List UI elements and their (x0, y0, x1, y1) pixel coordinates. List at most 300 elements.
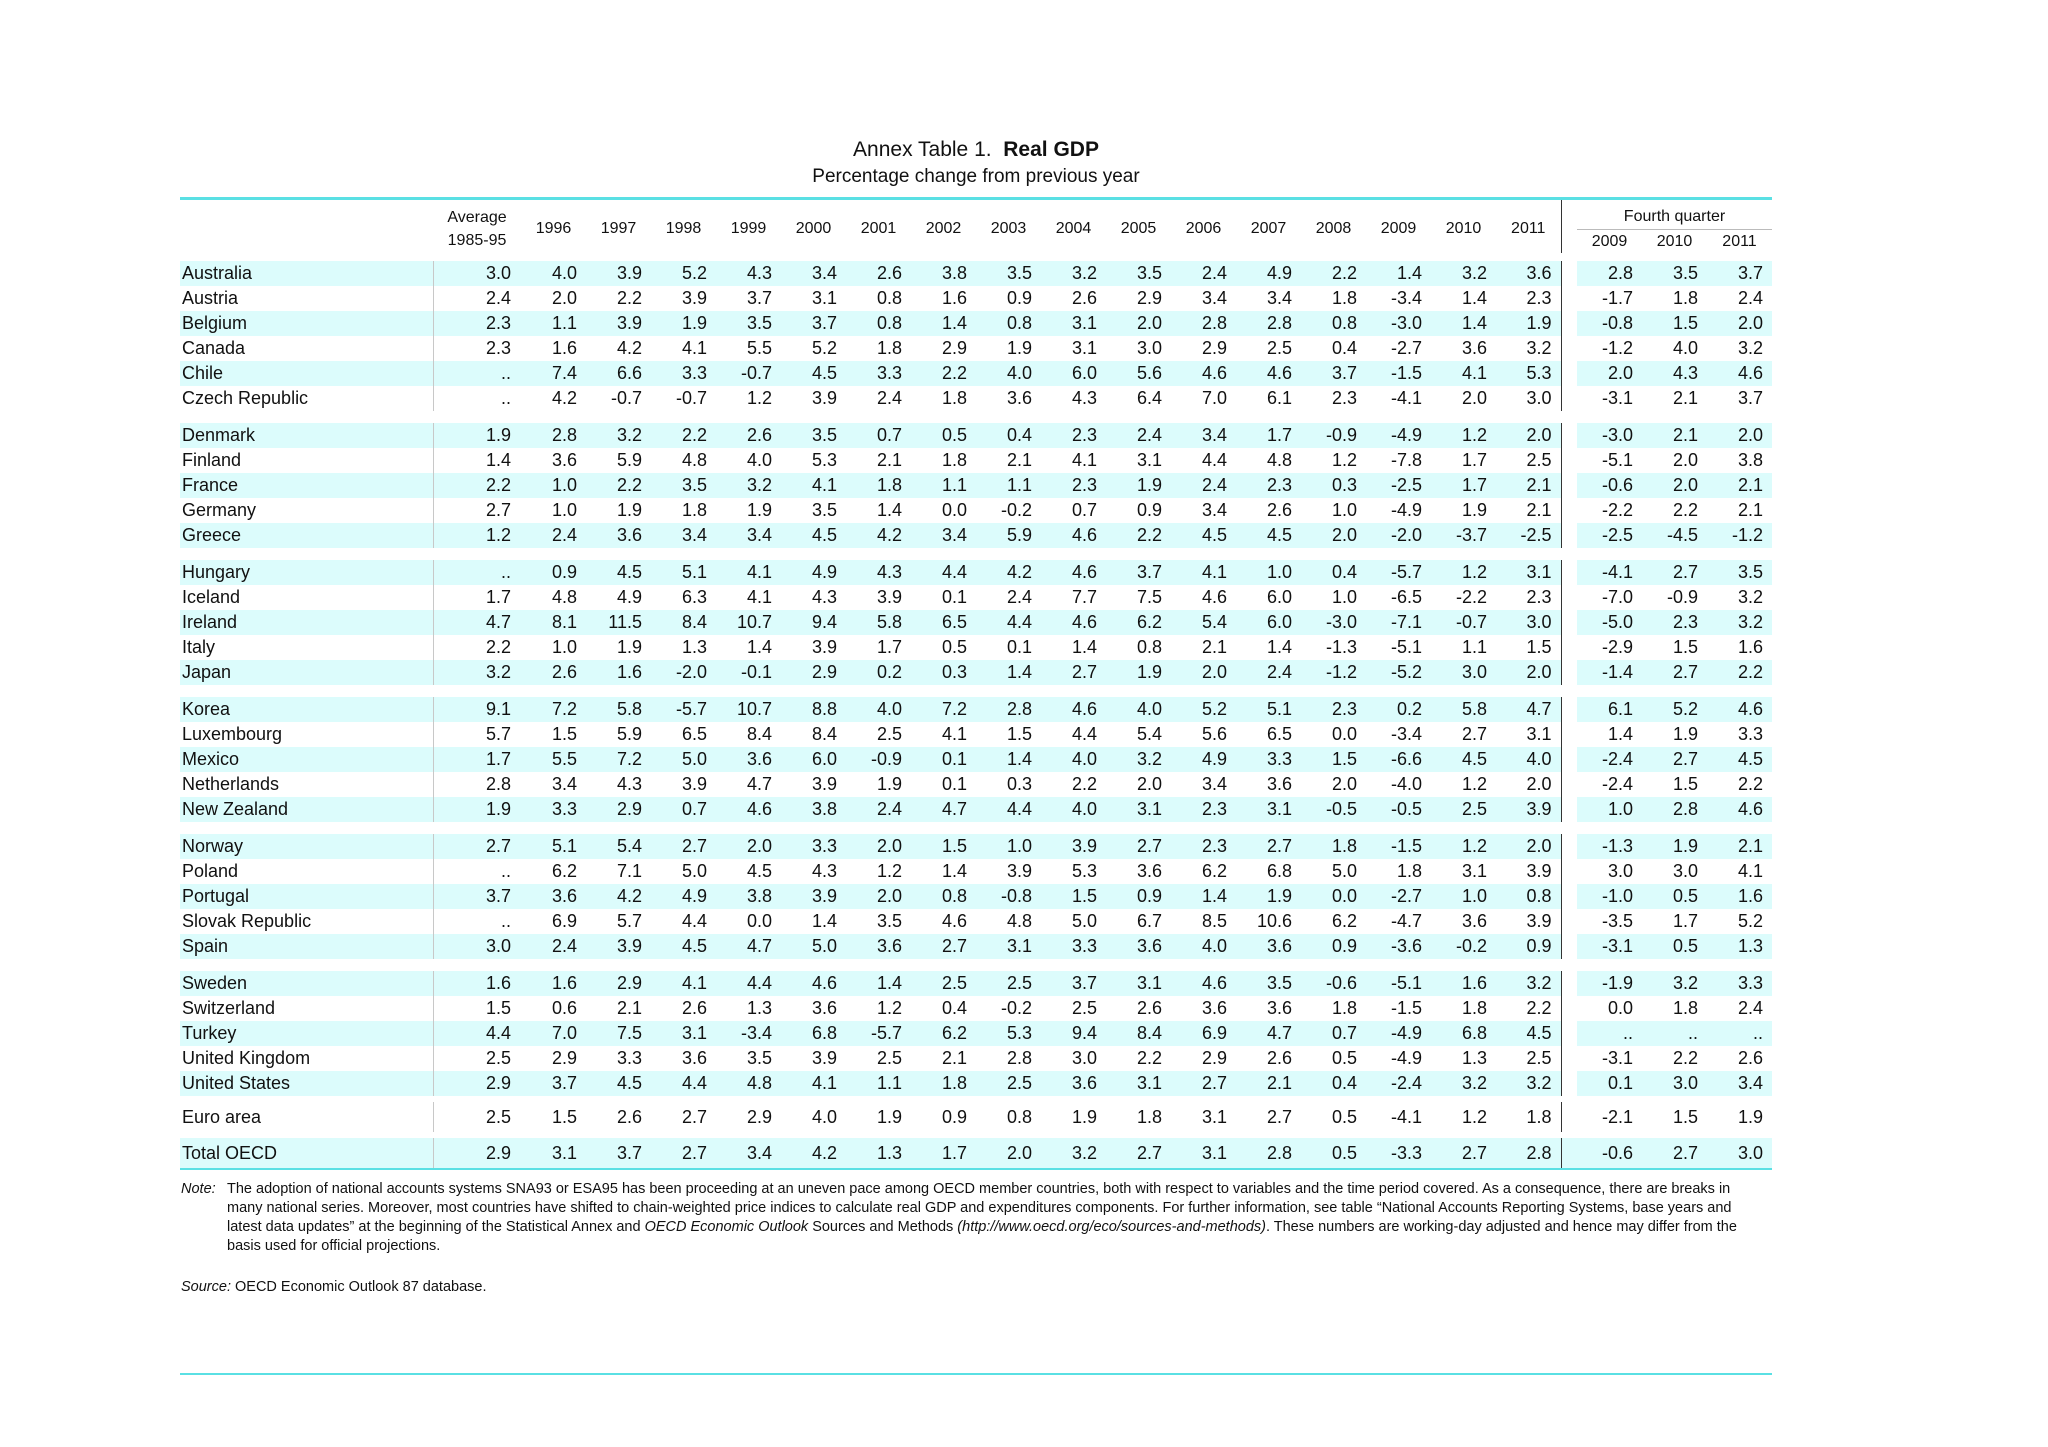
value-year: 3.4 (911, 523, 976, 554)
value-year: 10.6 (1256, 911, 1292, 931)
value-year: 2.5 (876, 1048, 902, 1068)
value-year: 3.7 (1041, 965, 1106, 996)
value-year: 2.0 (1136, 774, 1162, 794)
value-fourth-quarter: -3.1 (1577, 934, 1642, 965)
value-year: 3.1 (976, 934, 1041, 965)
value-year: 3.9 (811, 1048, 837, 1068)
table-row (180, 859, 1772, 884)
value-year: 1.8 (941, 388, 967, 408)
value-fourth-quarter: 4.6 (1707, 797, 1772, 828)
value-year: 4.9 (1236, 257, 1301, 286)
value-year: 2.1 (616, 998, 642, 1018)
value-year: 3.1 (1496, 554, 1561, 585)
value-year: 3.3 (1236, 747, 1301, 772)
value-year: 0.9 (1106, 884, 1171, 909)
value-year: -0.8 (976, 884, 1041, 909)
value-year: 1.4 (1431, 311, 1496, 336)
value-fourth-quarter: 2.2 (1737, 774, 1763, 794)
value-year: 1.8 (1461, 998, 1487, 1018)
value-average: 2.9 (433, 1135, 521, 1168)
value-year: 2.1 (1236, 1071, 1301, 1099)
value-year: 4.5 (781, 523, 846, 554)
value-year: 1.1 (846, 1071, 911, 1099)
value-year: 1.9 (1106, 660, 1171, 691)
value-fourth-quarter: .. (1577, 1021, 1642, 1046)
value-year: 2.1 (876, 450, 902, 470)
value-year: 2.2 (1071, 774, 1097, 794)
value-year: 1.4 (1171, 884, 1236, 909)
value-year: 2.5 (911, 965, 976, 996)
value-fourth-quarter: .. (1707, 1021, 1772, 1046)
value-year: 3.2 (1431, 1071, 1496, 1099)
value-year: -4.0 (1390, 774, 1422, 794)
value-year: 1.8 (1331, 288, 1357, 308)
value-year: 4.1 (651, 965, 716, 996)
header-quarter-year: 2011 (1707, 230, 1772, 258)
value-year: 4.6 (1041, 554, 1106, 585)
value-year: 3.6 (1236, 934, 1301, 965)
value-year: 3.1 (1236, 797, 1301, 828)
value-year: 3.9 (1496, 797, 1561, 828)
value-fourth-quarter: 3.3 (1707, 965, 1772, 996)
table-row (180, 523, 1772, 554)
value-year: 1.8 (876, 338, 902, 358)
value-year: 2.0 (846, 884, 911, 909)
value-fourth-quarter: 2.0 (1642, 473, 1707, 498)
value-year: 4.2 (551, 388, 577, 408)
column-separator (1561, 635, 1577, 660)
value-year: -3.4 (1390, 724, 1422, 744)
value-year: 5.0 (1331, 861, 1357, 881)
value-fourth-quarter: 2.1 (1707, 473, 1772, 498)
country-name: Switzerland (182, 998, 276, 1018)
note-text (227, 1180, 1761, 1256)
value-year: 4.3 (716, 257, 781, 286)
value-year: 2.4 (1236, 660, 1301, 691)
value-year: 1.0 (1331, 500, 1357, 520)
value-year: 0.4 (1301, 554, 1366, 585)
value-year: 4.2 (781, 1135, 846, 1168)
country-name: Austria (182, 288, 239, 308)
column-separator (1561, 909, 1577, 934)
value-year: 4.2 (846, 523, 911, 554)
value-year: 3.5 (746, 1048, 772, 1068)
column-separator (1561, 1135, 1577, 1168)
value-year: 2.2 (1526, 998, 1552, 1018)
value-year: 3.1 (1171, 1135, 1236, 1168)
value-year: 3.5 (976, 257, 1041, 286)
value-fourth-quarter: -1.4 (1577, 660, 1642, 691)
value-fourth-quarter: 2.8 (1642, 797, 1707, 828)
value-year: 1.2 (746, 388, 772, 408)
value-year: 4.5 (651, 934, 716, 965)
value-year: 5.3 (1071, 861, 1097, 881)
value-year: 3.0 (1071, 1048, 1097, 1068)
value-year: 4.1 (1431, 361, 1496, 386)
value-year: 2.0 (846, 828, 911, 859)
value-year: 1.1 (521, 311, 586, 336)
value-year: -4.9 (1366, 1021, 1431, 1046)
column-separator (1561, 1071, 1577, 1099)
value-fourth-quarter: -2.2 (1601, 500, 1633, 520)
value-year: -0.2 (1431, 934, 1496, 965)
value-fourth-quarter: 2.3 (1642, 610, 1707, 635)
value-year: -5.7 (846, 1021, 911, 1046)
value-year: 5.6 (1201, 724, 1227, 744)
value-year: 2.0 (1171, 660, 1236, 691)
value-year: 2.7 (1171, 1071, 1236, 1099)
value-year: 1.2 (876, 998, 902, 1018)
value-year: 1.9 (1106, 473, 1171, 498)
value-year: 4.3 (1071, 388, 1097, 408)
value-year: 2.0 (1496, 660, 1561, 691)
value-year: 5.9 (616, 724, 642, 744)
value-fourth-quarter: 3.2 (1707, 610, 1772, 635)
table-row (180, 660, 1772, 691)
note-label: Note: (181, 1181, 216, 1197)
value-average: 3.7 (433, 884, 521, 909)
value-year: 3.2 (586, 417, 651, 448)
value-year: 4.9 (616, 587, 642, 607)
value-year: 2.7 (911, 934, 976, 965)
value-fourth-quarter: 1.6 (1737, 637, 1763, 657)
value-year: 6.0 (781, 747, 846, 772)
value-year: -1.5 (1366, 828, 1431, 859)
value-year: 0.8 (1496, 884, 1561, 909)
note-text-part: . These numbers are working-day adjusted and hence may differ from the basis used for official projections. (227, 1219, 1737, 1254)
value-year: 3.0 (1496, 610, 1561, 635)
value-year: 7.5 (1136, 587, 1162, 607)
value-year: 1.0 (1431, 884, 1496, 909)
value-year: 0.5 (1331, 1048, 1357, 1068)
value-fourth-quarter: 3.4 (1707, 1071, 1772, 1099)
value-year: 6.8 (781, 1021, 846, 1046)
header-year: 2005 (1120, 220, 1157, 237)
value-fourth-quarter: 2.6 (1737, 1048, 1763, 1068)
value-year: 2.7 (1106, 828, 1171, 859)
country-name: Spain (180, 934, 433, 965)
value-year: 1.4 (911, 311, 976, 336)
value-year: 2.8 (976, 691, 1041, 722)
table-row (180, 473, 1772, 498)
value-year: -3.0 (1301, 610, 1366, 635)
value-year: 2.5 (1431, 797, 1496, 828)
value-average: .. (433, 554, 521, 585)
header-year: 1997 (600, 220, 637, 237)
value-year: 6.5 (911, 610, 976, 635)
value-year: -6.5 (1390, 587, 1422, 607)
value-year: 5.6 (1106, 361, 1171, 386)
value-year: 2.9 (716, 1099, 781, 1135)
value-year: 4.6 (1041, 691, 1106, 722)
value-year: -0.7 (610, 388, 642, 408)
value-year: 2.6 (1266, 1048, 1292, 1068)
value-year: 3.6 (811, 998, 837, 1018)
value-year: 2.9 (941, 338, 967, 358)
header-year: 2010 (1445, 220, 1482, 237)
value-year: 5.2 (811, 338, 837, 358)
value-year: 4.2 (616, 338, 642, 358)
value-year: 4.0 (1106, 691, 1171, 722)
table-row (180, 1099, 1772, 1135)
value-fourth-quarter: 5.2 (1642, 691, 1707, 722)
value-year: 1.3 (1461, 1048, 1487, 1068)
value-year: 1.6 (941, 288, 967, 308)
value-year: 5.0 (681, 861, 707, 881)
value-average: 1.9 (433, 797, 521, 828)
header-year: 2004 (1055, 220, 1092, 237)
value-year: 3.1 (1171, 1099, 1236, 1135)
value-year: -5.7 (651, 691, 716, 722)
value-average: 1.9 (433, 417, 521, 448)
value-year: 7.7 (1071, 587, 1097, 607)
country-name: Slovak Republic (182, 911, 312, 931)
value-year: 3.6 (1266, 998, 1292, 1018)
value-year: 4.1 (1071, 450, 1097, 470)
value-year: 3.8 (781, 797, 846, 828)
note-block (181, 1180, 1761, 1256)
value-year: -0.5 (1301, 797, 1366, 828)
value-year: 2.5 (1071, 998, 1097, 1018)
column-separator (1561, 336, 1577, 361)
value-year: 2.0 (1526, 774, 1552, 794)
value-year: 4.0 (1171, 934, 1236, 965)
source-label: Source: (181, 1279, 231, 1295)
value-average: 1.7 (433, 747, 521, 772)
table-row (180, 257, 1772, 286)
value-year: 1.9 (1461, 500, 1487, 520)
value-fourth-quarter: -1.2 (1707, 523, 1772, 554)
value-year: 2.0 (716, 828, 781, 859)
header-year: 2008 (1315, 220, 1352, 237)
value-year: 10.7 (716, 691, 781, 722)
value-year: 4.5 (1496, 1021, 1561, 1046)
value-year: 2.3 (1041, 473, 1106, 498)
value-fourth-quarter: 1.8 (1672, 998, 1698, 1018)
value-year: 3.3 (846, 361, 911, 386)
value-year: 4.7 (1496, 691, 1561, 722)
value-year: 1.9 (1236, 884, 1301, 909)
value-fourth-quarter: .. (1642, 1021, 1707, 1046)
value-fourth-quarter: 2.0 (1707, 417, 1772, 448)
value-year: 3.6 (1041, 1071, 1106, 1099)
value-year: -4.7 (1390, 911, 1422, 931)
value-year: -0.7 (716, 361, 781, 386)
value-average: 2.2 (433, 635, 521, 660)
value-year: 6.3 (681, 587, 707, 607)
value-average: 2.7 (433, 498, 521, 523)
value-year: 2.9 (551, 1048, 577, 1068)
value-year: 0.8 (911, 884, 976, 909)
value-fourth-quarter: 1.5 (1672, 774, 1698, 794)
value-year: 5.3 (1496, 361, 1561, 386)
value-year: 0.9 (1301, 934, 1366, 965)
value-year: 7.2 (586, 747, 651, 772)
value-year: 2.2 (586, 473, 651, 498)
header-year: 2003 (990, 220, 1027, 237)
value-year: 4.1 (681, 338, 707, 358)
value-average: 1.5 (433, 996, 521, 1021)
header-fourth-quarter: Fourth quarter (1577, 200, 1772, 230)
value-year: 2.1 (1006, 450, 1032, 470)
table-row (180, 996, 1772, 1021)
table-row (180, 828, 1772, 859)
value-year: 2.7 (1236, 1099, 1301, 1135)
value-year: 6.2 (911, 1021, 976, 1046)
value-average: 2.8 (433, 772, 521, 797)
value-year: 6.2 (1331, 911, 1357, 931)
value-fourth-quarter: -2.4 (1577, 747, 1642, 772)
value-year: 4.5 (1431, 747, 1496, 772)
value-year: 3.2 (1041, 1135, 1106, 1168)
value-year: 2.4 (1006, 587, 1032, 607)
value-year: 2.3 (1301, 691, 1366, 722)
value-year: 1.3 (846, 1135, 911, 1168)
table-row (180, 417, 1772, 448)
table-row (180, 1021, 1772, 1046)
value-fourth-quarter: 1.5 (1672, 637, 1698, 657)
header-year: 2000 (795, 220, 832, 237)
value-average: 9.1 (433, 691, 521, 722)
value-fourth-quarter: 3.2 (1737, 587, 1763, 607)
value-year: 6.9 (551, 911, 577, 931)
value-year: 2.8 (1236, 311, 1301, 336)
value-year: 1.7 (911, 1135, 976, 1168)
value-year: 5.3 (811, 450, 837, 470)
value-average: 2.3 (433, 311, 521, 336)
value-year: 3.9 (811, 388, 837, 408)
value-year: 4.6 (941, 911, 967, 931)
value-average: 5.7 (433, 722, 521, 747)
column-separator (1561, 473, 1577, 498)
country-name: Poland (182, 861, 239, 881)
value-year: 4.4 (976, 610, 1041, 635)
value-fourth-quarter: 2.7 (1642, 554, 1707, 585)
value-fourth-quarter: 3.7 (1707, 257, 1772, 286)
value-year: 8.1 (521, 610, 586, 635)
value-fourth-quarter: 3.0 (1607, 861, 1633, 881)
value-year: 1.3 (681, 637, 707, 657)
value-year: 2.4 (1106, 417, 1171, 448)
value-year: 4.4 (1071, 724, 1097, 744)
value-year: 3.2 (1041, 257, 1106, 286)
country-name: Germany (182, 500, 257, 520)
country-name: Mexico (180, 747, 433, 772)
value-average: 2.5 (433, 1099, 521, 1135)
value-year: 6.2 (1201, 861, 1227, 881)
value-year: 4.7 (911, 797, 976, 828)
value-year: 0.9 (1006, 288, 1032, 308)
country-name: Total OECD (180, 1135, 433, 1168)
table-row (180, 1046, 1772, 1071)
value-year: 1.9 (616, 500, 642, 520)
value-year: 0.8 (976, 311, 1041, 336)
value-average: 4.7 (433, 610, 521, 635)
header-average (433, 200, 521, 257)
value-fourth-quarter: 2.1 (1737, 500, 1763, 520)
value-fourth-quarter: 6.1 (1577, 691, 1642, 722)
bottom-rule (180, 1168, 1772, 1170)
value-year: 2.3 (1526, 288, 1552, 308)
column-separator (1561, 257, 1577, 286)
value-year: 4.6 (716, 797, 781, 828)
value-year: 2.6 (1266, 500, 1292, 520)
value-year: 2.5 (976, 1071, 1041, 1099)
value-year: -3.3 (1366, 1135, 1431, 1168)
header-year: 2007 (1250, 220, 1287, 237)
value-year: 2.8 (1236, 1135, 1301, 1168)
value-year: 2.7 (651, 828, 716, 859)
value-fourth-quarter: 2.1 (1672, 388, 1698, 408)
value-year: 4.4 (911, 554, 976, 585)
value-year: 2.8 (521, 417, 586, 448)
value-year: 4.3 (616, 774, 642, 794)
value-average: 1.2 (433, 523, 521, 554)
value-year: 4.0 (1041, 797, 1106, 828)
value-year: 3.9 (1041, 828, 1106, 859)
value-year: 3.7 (1301, 361, 1366, 386)
value-year: 1.4 (1071, 637, 1097, 657)
value-year: 4.6 (1171, 965, 1236, 996)
value-year: 1.6 (551, 338, 577, 358)
value-year: 2.7 (1041, 660, 1106, 691)
value-year: -2.4 (1366, 1071, 1431, 1099)
value-year: 3.6 (521, 884, 586, 909)
value-year: 1.2 (1431, 417, 1496, 448)
value-year: 5.0 (1071, 911, 1097, 931)
value-average: 4.4 (433, 1021, 521, 1046)
country-name: United Kingdom (182, 1048, 311, 1068)
value-year: 6.0 (1041, 361, 1106, 386)
value-year: 3.1 (1136, 450, 1162, 470)
value-year: 4.0 (1496, 747, 1561, 772)
value-year: -3.0 (1366, 311, 1431, 336)
value-year: 9.4 (781, 610, 846, 635)
value-year: 1.4 (976, 660, 1041, 691)
note-italic-url: (http://www.oecd.org/eco/sources-and-methods) (957, 1219, 1266, 1235)
value-year: 3.4 (651, 523, 716, 554)
value-year: 3.9 (811, 774, 837, 794)
value-year: 3.6 (1266, 774, 1292, 794)
value-year: 0.7 (846, 417, 911, 448)
column-separator (1561, 772, 1577, 797)
country-name: Italy (182, 637, 216, 657)
value-year: 4.4 (1201, 450, 1227, 470)
value-year: 1.5 (1526, 637, 1552, 657)
value-year: 4.6 (1041, 523, 1106, 554)
table-row (180, 884, 1772, 909)
header-row-1 (180, 200, 1772, 230)
value-year: 4.1 (941, 724, 967, 744)
value-year: 1.1 (1461, 637, 1487, 657)
value-year: 3.5 (651, 473, 716, 498)
value-year: 3.1 (1526, 724, 1552, 744)
value-year: 0.1 (911, 747, 976, 772)
value-year: 4.8 (716, 1071, 781, 1099)
value-year: 4.2 (586, 884, 651, 909)
value-fourth-quarter: 1.9 (1707, 1099, 1772, 1135)
value-year: -2.2 (1455, 587, 1487, 607)
value-fourth-quarter: 4.0 (1672, 338, 1698, 358)
value-year: 5.0 (781, 934, 846, 965)
value-year: 4.8 (551, 587, 577, 607)
value-year: -2.7 (1366, 884, 1431, 909)
value-year: 5.8 (586, 691, 651, 722)
value-year: 0.5 (911, 417, 976, 448)
value-year: 3.1 (1071, 338, 1097, 358)
table-row (180, 610, 1772, 635)
value-fourth-quarter: 1.5 (1642, 311, 1707, 336)
